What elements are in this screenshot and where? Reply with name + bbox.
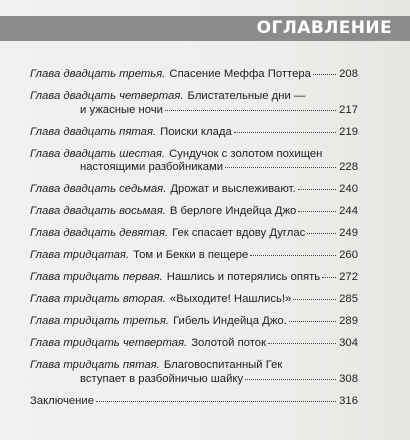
chapter-title-continued: настоящими разбойниками: [80, 161, 224, 173]
chapter-label: Глава тридцать пятая.: [30, 359, 160, 371]
page-number: 289: [339, 315, 358, 327]
dot-leader: [289, 321, 336, 322]
page-number: 244: [339, 205, 358, 217]
chapter-label: Глава двадцать пятая.: [30, 125, 157, 138]
dot-leader: [234, 132, 336, 133]
toc-entry: [30, 293, 358, 307]
dot-leader: [298, 211, 336, 212]
toc-entry: [30, 68, 358, 82]
toc-entry: [30, 359, 358, 386]
page-number: 208: [339, 68, 358, 80]
chapter-title: Гек спасает вдову Дуглас: [172, 227, 306, 239]
chapter-title: Блистательные дни —: [187, 90, 306, 102]
chapter-title: Заключение: [30, 394, 94, 407]
dot-leader: [225, 167, 336, 168]
page-title: ОГЛАВЛЕНИЕ: [256, 18, 392, 38]
toc-entry: [30, 271, 358, 285]
toc-entry: [30, 227, 358, 241]
chapter-title: Дрожат и выслеживают.: [170, 183, 296, 195]
chapter-label: Глава тридцать первая.: [30, 271, 163, 283]
chapter-title: Золотой поток: [191, 337, 267, 349]
dot-leader: [307, 233, 336, 234]
chapter-label: Глава тридцатая.: [30, 249, 130, 261]
page-number: 304: [339, 337, 358, 349]
toc-entry: [30, 337, 358, 351]
page-number: 228: [339, 161, 358, 173]
chapter-title: Поиски клада: [160, 125, 232, 138]
toc-entry: [30, 249, 358, 263]
chapter-title: Спасение Меффа Поттера: [169, 68, 311, 80]
chapter-title: В берлоге Индейца Джо: [169, 205, 297, 217]
chapter-label: Глава тридцать вторая.: [30, 293, 166, 305]
toc-entry: [30, 183, 358, 197]
dot-leader: [322, 277, 336, 278]
toc-entry: [30, 90, 358, 117]
toc-entry: [30, 395, 358, 409]
chapter-label: Глава двадцать третья.: [30, 68, 166, 80]
chapter-title-continued: вступает в разбойничью шайку: [80, 372, 244, 385]
chapter-label: Глава тридцать третья.: [30, 315, 170, 327]
chapter-label: Глава двадцать девятая.: [30, 227, 169, 239]
toc-entry: [30, 205, 358, 219]
chapter-label: Глава двадцать шестая.: [30, 147, 166, 160]
chapter-title: Сундучок с золотом похищен: [169, 147, 323, 160]
toc-entry: [30, 126, 358, 140]
dot-leader: [268, 343, 336, 344]
toc-entry: [30, 315, 358, 329]
dot-leader: [293, 299, 336, 300]
table-of-contents: [30, 68, 358, 417]
chapter-title: Благовоспитанный Гек: [163, 359, 283, 371]
dot-leader: [96, 401, 336, 402]
page-number: 272: [339, 271, 358, 283]
chapter-title-continued: и ужасные ночи: [80, 103, 163, 116]
dot-leader: [298, 189, 336, 190]
chapter-title: Том и Бекки в пещере: [133, 249, 249, 261]
page-number: 240: [339, 183, 358, 195]
page-number: 260: [339, 249, 358, 261]
dot-leader: [245, 379, 336, 380]
chapter-title: Гибель Индейца Джо.: [173, 315, 287, 327]
toc-entry: [30, 148, 358, 175]
chapter-title: «Выходите! Нашлись!»: [169, 293, 292, 305]
chapter-title: Нашлись и потерялись опять: [166, 271, 321, 283]
page-number: 249: [339, 227, 358, 239]
dot-leader: [313, 74, 336, 75]
page-number: 316: [339, 394, 358, 407]
page-number: 217: [339, 103, 358, 116]
dot-leader: [250, 255, 336, 256]
page-number: 219: [339, 125, 358, 138]
chapter-label: Глава тридцать четвертая.: [30, 337, 188, 349]
page-number: 285: [339, 293, 358, 305]
chapter-label: Глава двадцать восьмая.: [30, 205, 166, 217]
chapter-label: Глава двадцать седьмая.: [30, 183, 167, 195]
page-number: 308: [339, 372, 358, 385]
dot-leader: [165, 110, 336, 111]
chapter-label: Глава двадцать четвертая.: [30, 90, 184, 102]
